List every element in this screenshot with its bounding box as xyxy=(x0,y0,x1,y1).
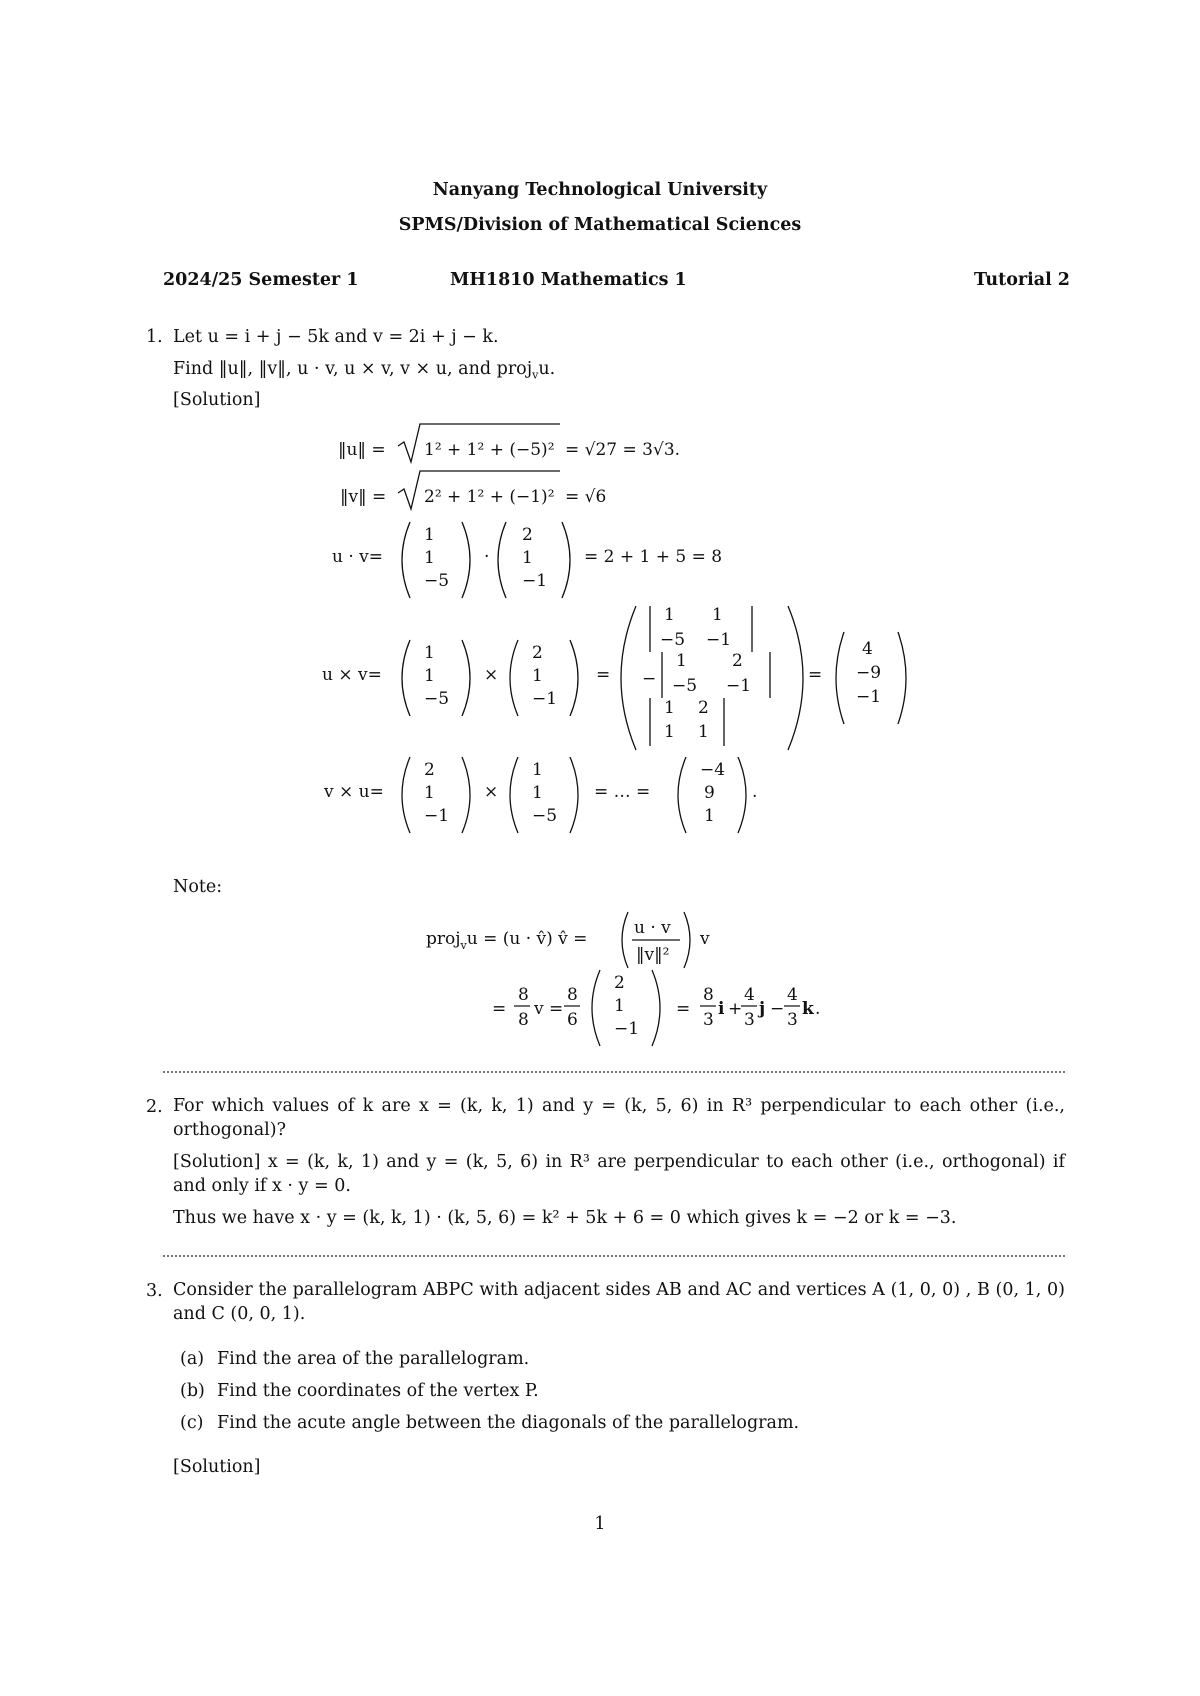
det3-c: 1 xyxy=(664,722,675,742)
proj2-c3-num: 4 xyxy=(787,985,798,1005)
cross-uv-res-3: −1 xyxy=(856,687,882,707)
q3-number: 3. xyxy=(146,1281,163,1301)
q2-number: 2. xyxy=(146,1097,163,1117)
q1-prompt-tail: u. xyxy=(538,359,556,379)
q1-prompt-line1: Let u = i + j − 5k and v = 2i + j − k. xyxy=(173,327,499,347)
page-number: 1 xyxy=(594,1514,606,1534)
svg-text:=: = xyxy=(808,665,823,685)
dot-u-1: 1 xyxy=(424,525,435,545)
proj-frac-num: u · v xyxy=(634,918,671,938)
cross-vu-mid: = … = xyxy=(594,782,651,802)
svg-text:·: · xyxy=(484,547,490,567)
cross-vu-res-1: −4 xyxy=(700,760,726,780)
proj2-c1-den: 3 xyxy=(703,1010,714,1030)
q3-part-c-text: Find the acute angle between the diagonals of the parallelogram. xyxy=(217,1413,800,1433)
det2-d: −1 xyxy=(726,676,752,696)
separator-2 xyxy=(163,1255,1065,1257)
dot-v-3: −1 xyxy=(522,571,548,591)
cross-vu-v-3: −1 xyxy=(424,806,450,826)
proj-frac-den: ‖v‖² xyxy=(636,945,670,965)
cross-v-3: −1 xyxy=(532,689,558,709)
cross-uv-res-2: −9 xyxy=(856,663,882,683)
svg-text:−: − xyxy=(770,999,785,1019)
det3-b: 2 xyxy=(698,698,709,718)
norm-u-rhs: = √27 = 3√3. xyxy=(565,440,681,460)
semester-label: 2024/25 Semester 1 xyxy=(163,270,359,290)
proj2-c2-num: 4 xyxy=(744,985,755,1005)
q2-question: For which values of k are x = (k, k, 1) and y = (k, 5, 6) in R³ perpendicular to each other (i.e., orthogonal)? xyxy=(173,1096,1065,1140)
svg-text:v =: v = xyxy=(534,999,564,1019)
cross-uv-lhs: u × v= xyxy=(322,665,382,685)
cross-vu-v-1: 2 xyxy=(424,760,435,780)
q1-prompt-text: Find ‖u‖, ‖v‖, u · v, u × v, v × u, and proj xyxy=(173,359,533,379)
q2-solution: [Solution] x = (k, k, 1) and y = (k, 5, 6) in R³ are perpendicular to each other (i.e., orthogonal) if and only if x · y = 0. xyxy=(173,1152,1065,1196)
cross-vu-v-2: 1 xyxy=(424,783,435,803)
svg-text:=: = xyxy=(492,999,507,1019)
university-title: Nanyang Technological University xyxy=(432,180,768,200)
det1-c: −5 xyxy=(660,630,686,650)
q1-number: 1. xyxy=(146,327,163,347)
proj-lhs-tail: u = (u · v̂) v̂ = xyxy=(466,929,588,949)
det2-c: −5 xyxy=(672,676,698,696)
det2-a: 1 xyxy=(676,651,687,671)
proj-lhs xyxy=(426,929,587,952)
q3-part-c-label: (c) xyxy=(180,1413,204,1433)
svg-text:j: j xyxy=(759,999,766,1019)
svg-text:=: = xyxy=(596,665,611,685)
q1-note-label: Note: xyxy=(173,877,223,897)
dot-u-3: −5 xyxy=(424,571,450,591)
norm-u-radicand: 1² + 1² + (−5)² xyxy=(424,440,555,460)
cross-vu-u-1: 1 xyxy=(532,760,543,780)
proj-lhs-text: proj xyxy=(426,929,461,949)
norm-v-lhs: ‖v‖ = xyxy=(340,487,387,507)
cross-uv-res-1: 4 xyxy=(862,639,873,659)
q2-conclusion: Thus we have x · y = (k, k, 1) · (k, 5, 6) = k² + 5k + 6 = 0 which gives k = −2 or k = −3. xyxy=(173,1208,957,1228)
q3-part-b-text: Find the coordinates of the vertex P. xyxy=(217,1381,539,1401)
det3-a: 1 xyxy=(664,698,675,718)
cross-vu-u-3: −5 xyxy=(532,806,558,826)
proj2-vec-2: 1 xyxy=(614,996,625,1016)
proj2-frac2-den: 6 xyxy=(567,1010,578,1030)
proj2-frac2-num: 8 xyxy=(567,985,578,1005)
course-label: MH1810 Mathematics 1 xyxy=(450,270,687,290)
q1-solution-label: [Solution] xyxy=(173,390,261,410)
cross-v-2: 1 xyxy=(532,666,543,686)
cross-vu-res-3: 1 xyxy=(704,806,715,826)
q3-part-b-label: (b) xyxy=(180,1381,205,1401)
det1-a: 1 xyxy=(664,605,675,625)
det1-d: −1 xyxy=(706,630,732,650)
svg-text:i: i xyxy=(718,999,725,1019)
svg-text:=: = xyxy=(676,999,691,1019)
svg-text:.: . xyxy=(815,999,821,1019)
dot-v-1: 2 xyxy=(522,525,533,545)
proj2-vec-1: 2 xyxy=(614,973,625,993)
svg-text:−: − xyxy=(642,669,657,689)
svg-text:.: . xyxy=(752,782,758,802)
det3-d: 1 xyxy=(698,722,709,742)
cross-u-2: 1 xyxy=(424,666,435,686)
norm-v-rhs: = √6 xyxy=(565,487,607,507)
division-title: SPMS/Division of Mathematical Sciences xyxy=(398,215,802,235)
cross-u-1: 1 xyxy=(424,643,435,663)
det1-b: 1 xyxy=(712,605,723,625)
proj2-c2-den: 3 xyxy=(744,1010,755,1030)
svg-text:+: + xyxy=(728,999,743,1019)
svg-text:×: × xyxy=(484,782,499,802)
dot-u-2: 1 xyxy=(424,548,435,568)
q3-question: Consider the parallelogram ABPC with adjacent sides AB and AC and vertices A (1, 0, 0) , B (0, 1, 0) and C (0, 0, 1). xyxy=(173,1280,1065,1324)
proj-tail: v xyxy=(700,929,710,949)
cross-u-3: −5 xyxy=(424,689,450,709)
cross-vu-res-2: 9 xyxy=(704,783,715,803)
norm-v-radicand: 2² + 1² + (−1)² xyxy=(424,487,555,507)
dot-rhs: = 2 + 1 + 5 = 8 xyxy=(584,547,723,567)
svg-text:×: × xyxy=(484,665,499,685)
proj2-vec-3: −1 xyxy=(614,1019,640,1039)
dot-lhs: u · v= xyxy=(332,547,384,567)
proj2-frac-den: 8 xyxy=(518,1010,529,1030)
proj2-c3-den: 3 xyxy=(787,1010,798,1030)
cross-vu-lhs: v × u= xyxy=(324,782,384,802)
q1-prompt-sub: v xyxy=(532,368,539,382)
separator-1 xyxy=(163,1071,1065,1073)
norm-u-lhs: ‖u‖ = xyxy=(338,440,386,460)
q3-part-a-text: Find the area of the parallelogram. xyxy=(217,1349,530,1369)
dot-v-2: 1 xyxy=(522,548,533,568)
proj2-frac-num: 8 xyxy=(518,985,529,1005)
q3-part-a-label: (a) xyxy=(180,1349,205,1369)
q3-solution-label: [Solution] xyxy=(173,1457,261,1477)
svg-text:k: k xyxy=(802,999,814,1019)
det2-b: 2 xyxy=(732,651,743,671)
cross-v-1: 2 xyxy=(532,643,543,663)
cross-vu-u-2: 1 xyxy=(532,783,543,803)
proj-lhs-sub: v xyxy=(460,939,467,952)
tutorial-label: Tutorial 2 xyxy=(973,270,1070,290)
proj2-c1-num: 8 xyxy=(703,985,714,1005)
